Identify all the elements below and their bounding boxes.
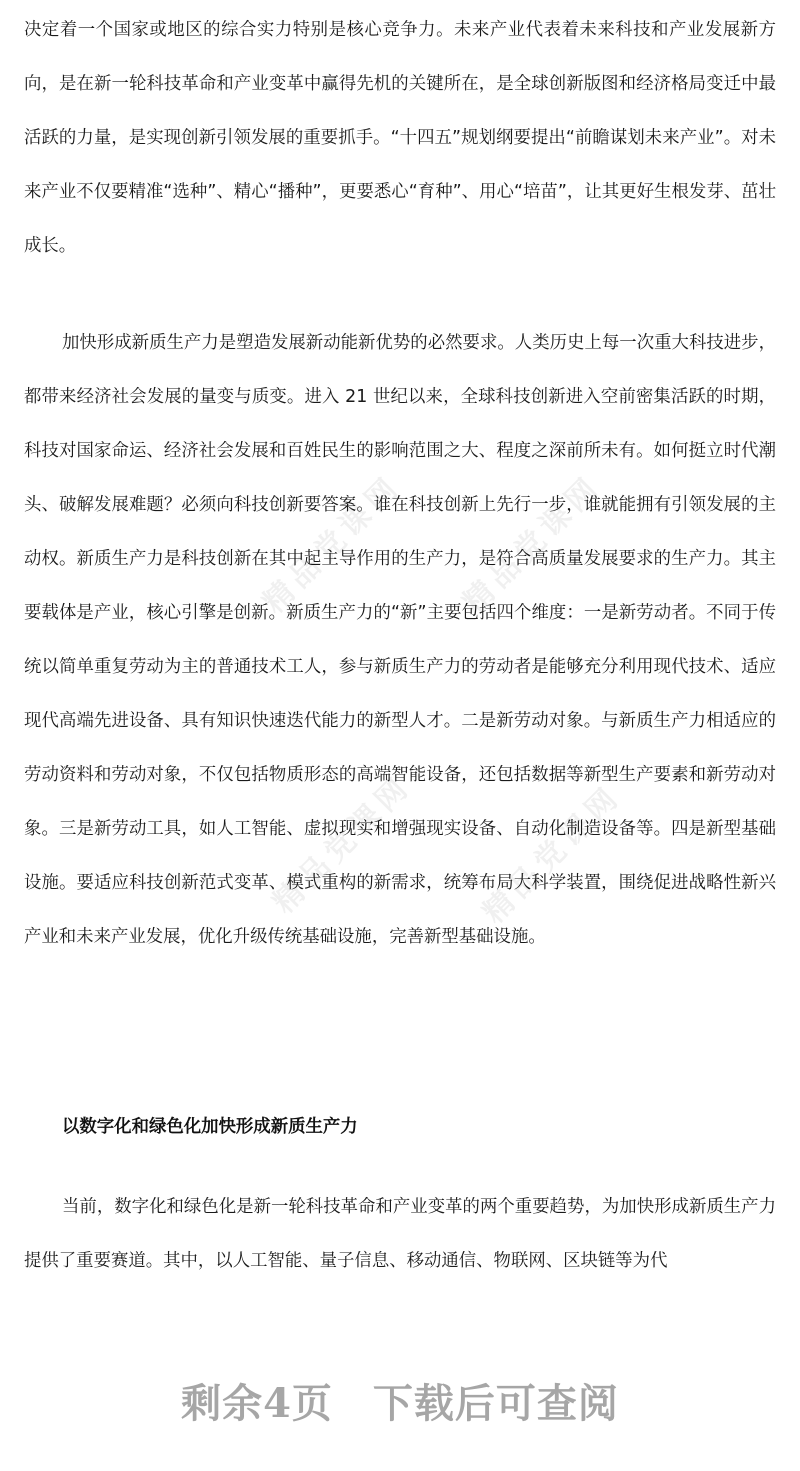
paragraph-future-industries: 决定着一个国家或地区的综合实力特别是核心竞争力。未来产业代表着未来科技和产业发展新方向，是在新一轮科技革命和产业变革中赢得先机的关键所在，是全球创新版图和经济格局变迁中最活跃的力量，是实现创新引领发展的重要抓手。“十四五”规划纲要提出“前瞻谋划未来产业”。对未来产业不仅要精准“选种”、精心“播种”，更要悉心“育种”、用心“培苗”，让其更好生根发芽、茁壮成长。 — [24, 20, 776, 256]
remaining-pages-text: 剩余4页 — [181, 1380, 333, 1427]
watermark: 精品党课网 — [266, 768, 419, 921]
paragraph-new-productivity: 加快形成新质生产力是塑造发展新动能新优势的必然要求。人类历史上每一次重大科技进步，都带来经济社会发展的量变与质变。进入 21 世纪以来，全球科技创新进入空前密集活跃的时期，科技对国家命运、经济社会发展和百姓民生的影响范围之大、程度之深前所未有。如何挺立时代潮头、破解发展难题？必须向科技创新要答案。谁在科技创新上先行一步，谁就能拥有引领发展的主动权。新质生产力是科技创新在其中起主导作用的生产力，是符合高质量发展要求的生产力。其主要载体是产业，核心引擎是创新。新质生产力的“新”主要包括四个维度：一是新劳动者。不同于传统以简单重复劳动为主的普通技术工人，参与新质生产力的劳动者是能够充分利用现代技术、适应现代高端先进设备、具有知识快速迭代能力的新型人才。二是新劳动对象。与新质生产力相适应的劳动资料和劳动对象，不仅包括物质形态的高端智能设备，还包括数据等新型生产要素和新劳动对象。三是新劳动工具，如人工智能、虚拟现实和增强现实设备、自动化制造设备等。四是新型基础设施。要适应科技创新范式变革、模式重构的新需求，统筹布局大科学装置，围绕促进战略性新兴产业和未来产业发展，优化升级传统基础设施，完善新型基础设施。 — [24, 333, 776, 947]
watermark: 精品党课网 — [256, 468, 409, 621]
section-heading: 以数字化和绿色化加快形成新质生产力 — [62, 1117, 358, 1137]
remaining-pages-banner[interactable] — [0, 1372, 800, 1429]
watermark: 精品党课网 — [476, 778, 629, 931]
watermark: 精品党课网 — [456, 468, 609, 621]
paragraph-digital-green: 当前，数字化和绿色化是新一轮科技革命和产业变革的两个重要趋势，为加快形成新质生产力提供了重要赛道。其中，以人工智能、量子信息、移动通信、物联网、区块链等为代 — [24, 1197, 776, 1271]
download-prompt-text: 下载后可查阅 — [372, 1380, 619, 1427]
